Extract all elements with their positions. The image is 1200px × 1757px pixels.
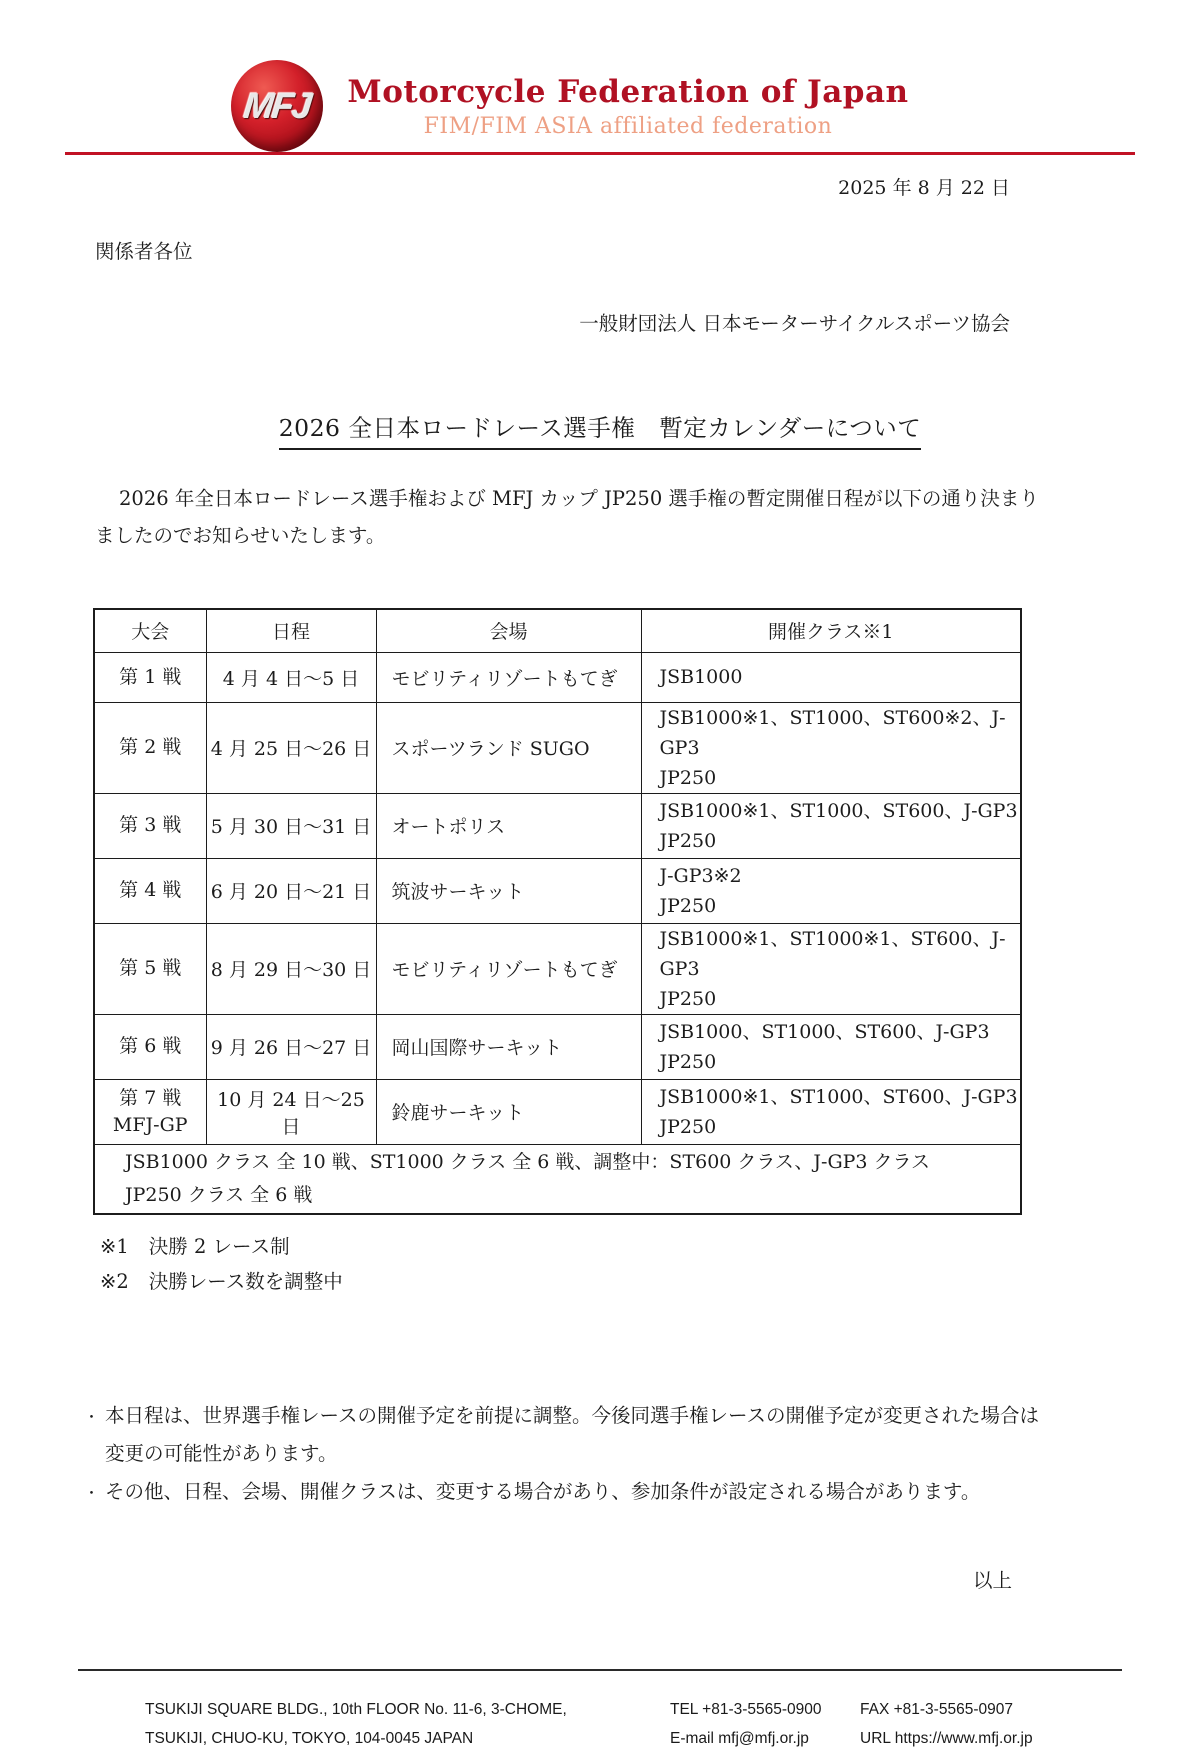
cell-round: 第 4 戦 [94, 858, 206, 923]
cell-classes: JSB1000※1、ST1000、ST600、J-GP3 JP250 [641, 1079, 1021, 1144]
cell-round: 第 5 戦 [94, 923, 206, 1014]
closing-word: 以上 [972, 1569, 1012, 1592]
footnote-2-text: 決勝レース数を調整中 [148, 1270, 343, 1293]
footer-address [145, 1695, 670, 1753]
cell-date: 4 月 25 日～26 日 [206, 702, 376, 793]
intro-paragraph [95, 480, 1105, 554]
document-date: 2025 年 8 月 22 日 [838, 177, 1010, 199]
footnote-2 [100, 1264, 1200, 1299]
bullet-icon: ・ [84, 1484, 100, 1502]
cell-round: 第 7 戦 MFJ-GP [94, 1079, 206, 1144]
cell-classes: JSB1000※1、ST1000※1、ST600、J-GP3 JP250 [641, 923, 1021, 1014]
remark-item-1 [84, 1397, 1120, 1473]
cell-round: 第 6 戦 [94, 1014, 206, 1079]
calendar-table [93, 608, 1022, 1215]
cell-date: 8 月 29 日～30 日 [206, 923, 376, 1014]
cell-date: 4 月 4 日～5 日 [206, 652, 376, 702]
org-title-block [347, 74, 908, 139]
document-title-row [0, 406, 1200, 450]
table-row-round-1 [94, 652, 1021, 702]
remark-2-text: その他、日程、会場、開催クラスは、変更する場合があり、参加条件が設定される場合があります。 [105, 1480, 981, 1503]
sender-organization: 一般財団法人 日本モーターサイクルスポーツ協会 [579, 312, 1010, 335]
col-header-classes: 開催クラス※1 [641, 609, 1021, 652]
document-page [0, 60, 1200, 1757]
footer-tel-email [670, 1695, 860, 1753]
addressee: 関係者各位 [95, 240, 193, 263]
footer-contact-block [145, 1695, 1200, 1753]
table-summary-row [94, 1144, 1021, 1214]
intro-line-1: 2026 年全日本ロードレース選手権および MFJ カップ JP250 選手権の暫定開催日程が以下の通り決まり [119, 487, 1039, 510]
cell-venue: 筑波サーキット [376, 858, 641, 923]
footer-address-line-2: TSUKIJI, CHUO-KU, TOKYO, 104-0045 JAPAN [145, 1730, 474, 1747]
footer-fax-url [860, 1695, 1110, 1753]
table-row-round-4 [94, 858, 1021, 923]
table-row-round-6 [94, 1014, 1021, 1079]
table-row-round-3 [94, 793, 1021, 858]
cell-classes: JSB1000※1、ST1000、ST600、J-GP3 JP250 [641, 793, 1021, 858]
cell-summary: JSB1000 クラス 全 10 戦、ST1000 クラス 全 6 戦、調整中：ST600 クラス、J-GP3 クラス JP250 クラス 全 6 戦 [94, 1144, 1021, 1214]
remark-1-text: 本日程は、世界選手権レースの開催予定を前提に調整。今後同選手権レースの開催予定が変更された場合は 変更の可能性があります。 [105, 1404, 1040, 1465]
cell-venue: オートポリス [376, 793, 641, 858]
cell-date: 6 月 20 日～21 日 [206, 858, 376, 923]
remark-item-2 [84, 1473, 1120, 1513]
footnote-1-text: 決勝 2 レース制 [148, 1235, 290, 1258]
table-row-round-7 [94, 1079, 1021, 1144]
table-row-round-5 [94, 923, 1021, 1014]
footnotes [100, 1229, 1200, 1299]
footer-address-line-1: TSUKIJI SQUARE BLDG., 10th FLOOR No. 11-6, 3-CHOME, [145, 1701, 567, 1718]
col-header-venue: 会場 [376, 609, 641, 652]
intro-line-2: ましたのでお知らせいたします。 [95, 524, 386, 547]
cell-date: 5 月 30 日～31 日 [206, 793, 376, 858]
footnote-1-mark: ※1 [100, 1235, 129, 1258]
footer-tel: TEL +81-3-5565-0900 [670, 1701, 822, 1718]
cell-classes: JSB1000 [641, 652, 1021, 702]
footnote-2-mark: ※2 [100, 1270, 129, 1293]
cell-round: 第 1 戦 [94, 652, 206, 702]
header-divider [65, 152, 1135, 155]
table-row-round-2 [94, 702, 1021, 793]
cell-classes: JSB1000※1、ST1000、ST600※2、J-GP3 JP250 [641, 702, 1021, 793]
cell-venue: スポーツランド SUGO [376, 702, 641, 793]
cell-classes: J-GP3※2 JP250 [641, 858, 1021, 923]
col-header-round: 大会 [94, 609, 206, 652]
footer-divider [78, 1669, 1122, 1671]
bullet-icon: ・ [84, 1408, 100, 1426]
cell-venue: モビリティリゾートもてぎ [376, 923, 641, 1014]
org-subtitle: FIM/FIM ASIA affiliated federation [423, 113, 833, 139]
cell-round: 第 2 戦 [94, 702, 206, 793]
cell-date: 9 月 26 日～27 日 [206, 1014, 376, 1079]
mfj-logo-text: MFJ [242, 85, 313, 126]
cell-venue: モビリティリゾートもてぎ [376, 652, 641, 702]
letterhead [0, 60, 1200, 152]
footer-email: E-mail mfj@mfj.or.jp [670, 1730, 809, 1747]
footer-url: URL https://www.mfj.or.jp [860, 1730, 1033, 1747]
cell-date: 10 月 24 日～25 日 [206, 1079, 376, 1144]
remarks-list [84, 1397, 1120, 1513]
footnote-1 [100, 1229, 1200, 1264]
mfj-logo-icon [231, 60, 323, 152]
footer-fax: FAX +81-3-5565-0907 [860, 1701, 1013, 1718]
cell-venue: 岡山国際サーキット [376, 1014, 641, 1079]
document-title: 2026 全日本ロードレース選手権 暫定カレンダーについて [279, 409, 922, 450]
org-name: Motorcycle Federation of Japan [347, 73, 909, 110]
table-header-row [94, 609, 1021, 652]
cell-venue: 鈴鹿サーキット [376, 1079, 641, 1144]
cell-classes: JSB1000、ST1000、ST600、J-GP3 JP250 [641, 1014, 1021, 1079]
col-header-date: 日程 [206, 609, 376, 652]
cell-round: 第 3 戦 [94, 793, 206, 858]
